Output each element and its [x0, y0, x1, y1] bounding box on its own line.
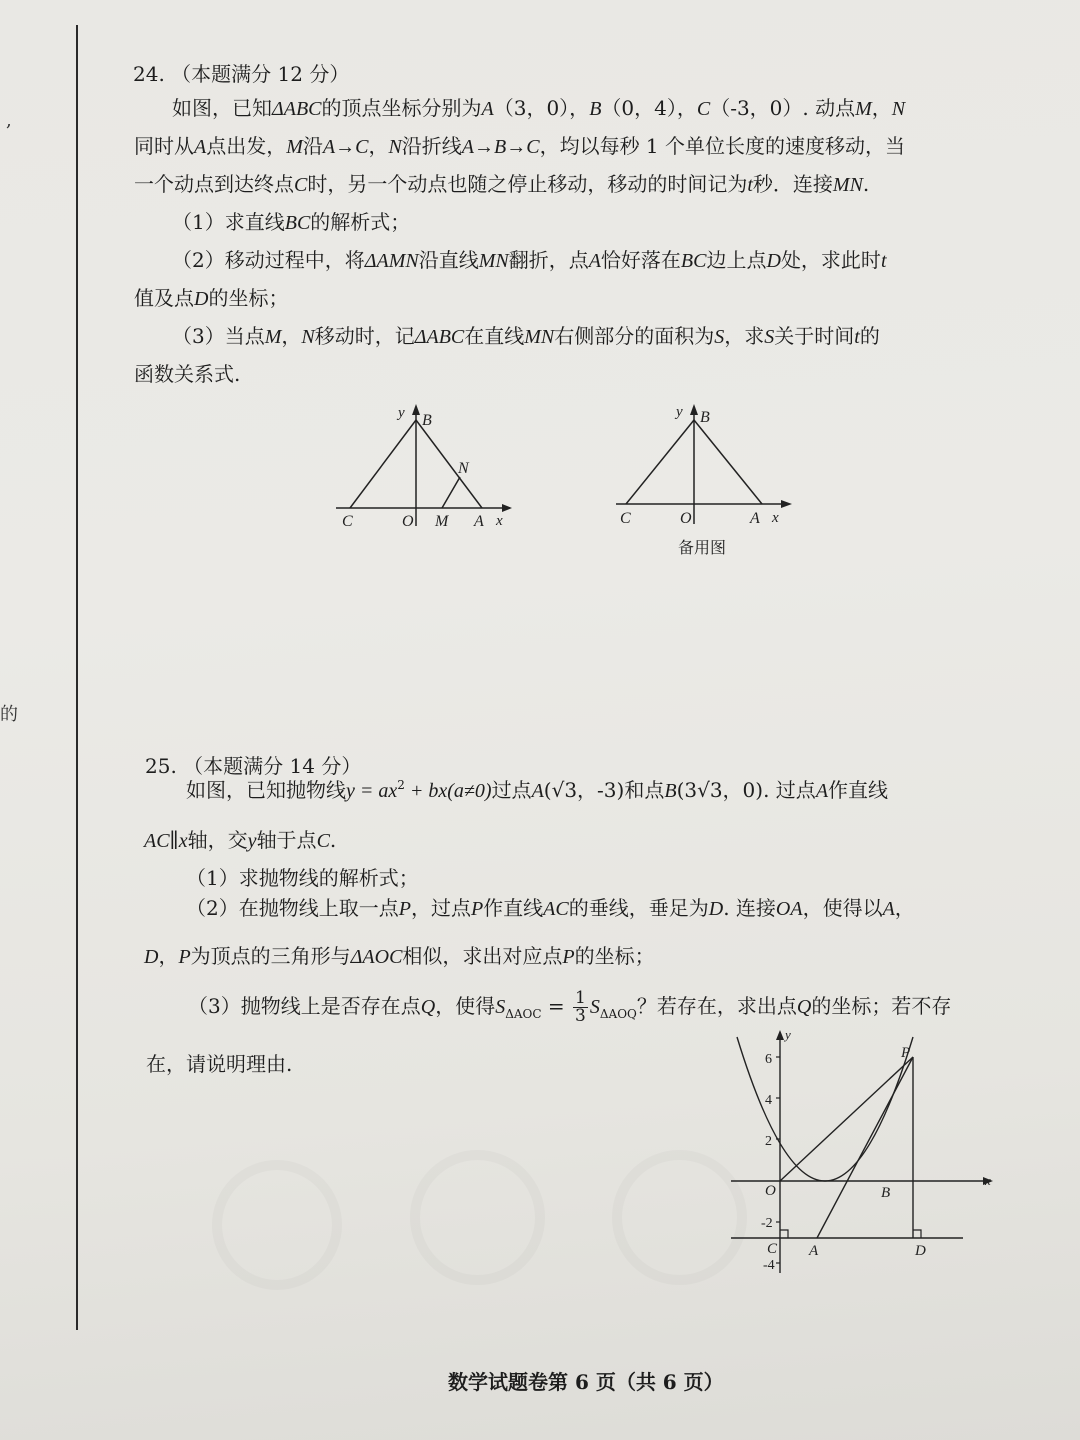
q24-figure-main — [330, 398, 520, 533]
bleed-through-circle — [212, 1160, 342, 1290]
label-A: A — [809, 1243, 819, 1259]
label-A: A — [474, 513, 484, 530]
q24-part-3-line-2: 函数关系式. — [134, 362, 241, 386]
segment-MN — [442, 477, 460, 508]
question-24-header — [133, 58, 349, 87]
q24-intro-line-2: 同时从A点出发，M沿A→C，N沿折线A→B→C，均以每秒 1 个单位长度的速度移动，当 — [134, 134, 906, 158]
label-y: y — [785, 1027, 791, 1042]
tick-label: -2 — [761, 1216, 773, 1231]
label-M: M — [435, 513, 449, 530]
q24-intro-line-1: 如图，已知ΔABC的顶点坐标分别为A（3，0），B（0，4），C（-3，0）. 动点M，N — [172, 96, 906, 120]
y-axis-arrow — [412, 404, 420, 415]
q24-part-3-line-1: （3）当点M，N移动时，记ΔABC在直线MN右侧部分的面积为S，求S关于时间t的 — [172, 324, 880, 348]
y-axis-arrow — [776, 1030, 784, 1040]
q25-parabola-figure — [725, 1025, 1000, 1280]
label-A: A — [750, 510, 760, 527]
q25-intro-line-2: AC∥x轴，交y轴于点C. — [144, 828, 337, 852]
segment-CB — [350, 420, 416, 508]
x-axis-arrow — [502, 504, 512, 512]
question-number: 25. — [145, 754, 177, 778]
bleed-through-circle — [410, 1150, 545, 1285]
y-axis-arrow — [690, 404, 698, 415]
segment-OP — [780, 1057, 913, 1181]
question-number: 24. — [133, 62, 165, 86]
q25-part-2-line-2: D，P为顶点的三角形与ΔAOC相似，求出对应点P的坐标； — [144, 944, 655, 968]
label-x: x — [985, 1173, 991, 1188]
tick-label: 4 — [765, 1093, 772, 1108]
q25-part-3-line-2: 在，请说明理由. — [146, 1052, 293, 1076]
label-N: N — [458, 460, 469, 477]
label-C: C — [620, 510, 631, 527]
label-P: P — [901, 1045, 911, 1061]
label-B: B — [881, 1185, 891, 1201]
q24-part-1: （1）求直线BC的解析式； — [172, 210, 411, 234]
label-x: x — [496, 513, 503, 529]
binding-margin-line — [76, 25, 78, 1330]
margin-mark: 的 — [0, 704, 18, 725]
q25-intro-line-1: 如图，已知抛物线$y = ax^2 + bx(a\ne 0)$过点A(√3，-3)和点B(3√3，0). 过点A作直线 — [186, 778, 889, 802]
label-O: O — [680, 510, 692, 527]
label-B: B — [700, 409, 710, 426]
tick-label: 6 — [765, 1052, 772, 1067]
right-angle-D — [913, 1230, 921, 1238]
q25-part-1: （1）求抛物线的解析式； — [186, 866, 419, 890]
label-y: y — [398, 405, 405, 421]
label-C: C — [342, 513, 353, 530]
parabola — [737, 1037, 913, 1181]
figure-caption: 备用图 — [678, 538, 727, 557]
q24-part-2-line-2: 值及点D的坐标； — [134, 286, 289, 310]
fraction-one-third: $\frac{1}{3}$ — [575, 988, 586, 1026]
q25-part-3-line-1: （3）抛物线上是否存在点Q，使得$S_{\Delta AOC}$ = $\frac{1}{3}$ $S_{\Delta AOQ}$？若存在，求出点Q的坐标；若不存 — [188, 988, 952, 1026]
q24-part-2-line-1: （2）移动过程中，将ΔAMN沿直线MN翻折，点A恰好落在BC边上点D处，求此时t — [172, 248, 887, 272]
segment-AP — [817, 1057, 913, 1238]
label-B: B — [422, 412, 432, 429]
label-C: C — [767, 1241, 778, 1257]
x-axis-arrow — [781, 500, 792, 508]
label-y: y — [676, 404, 683, 420]
label-O: O — [402, 513, 414, 530]
page-footer: 数学试题卷第 6 页（共 6 页） — [448, 1370, 724, 1394]
right-angle-C — [780, 1230, 788, 1238]
q24-figure-backup — [608, 398, 798, 533]
question-score: （本题满分 12 分） — [171, 62, 350, 86]
tick-label: -4 — [763, 1258, 775, 1273]
label-D: D — [915, 1243, 926, 1259]
q25-part-2-line-1: （2）在抛物线上取一点P，过点P作直线AC的垂线，垂足为D. 连接OA，使得以A， — [186, 896, 915, 920]
segment-CB — [626, 420, 694, 504]
tick-label: 2 — [765, 1134, 772, 1149]
margin-mark: , — [6, 110, 12, 131]
question-score: （本题满分 14 分） — [183, 754, 362, 778]
question-25-header — [145, 750, 361, 779]
segment-BA — [694, 420, 762, 504]
label-x: x — [772, 510, 779, 526]
q24-intro-line-3: 一个动点到达终点C时，另一个动点也随之停止移动，移动的时间记为t秒．连接MN. — [134, 172, 870, 196]
label-O: O — [765, 1183, 776, 1199]
